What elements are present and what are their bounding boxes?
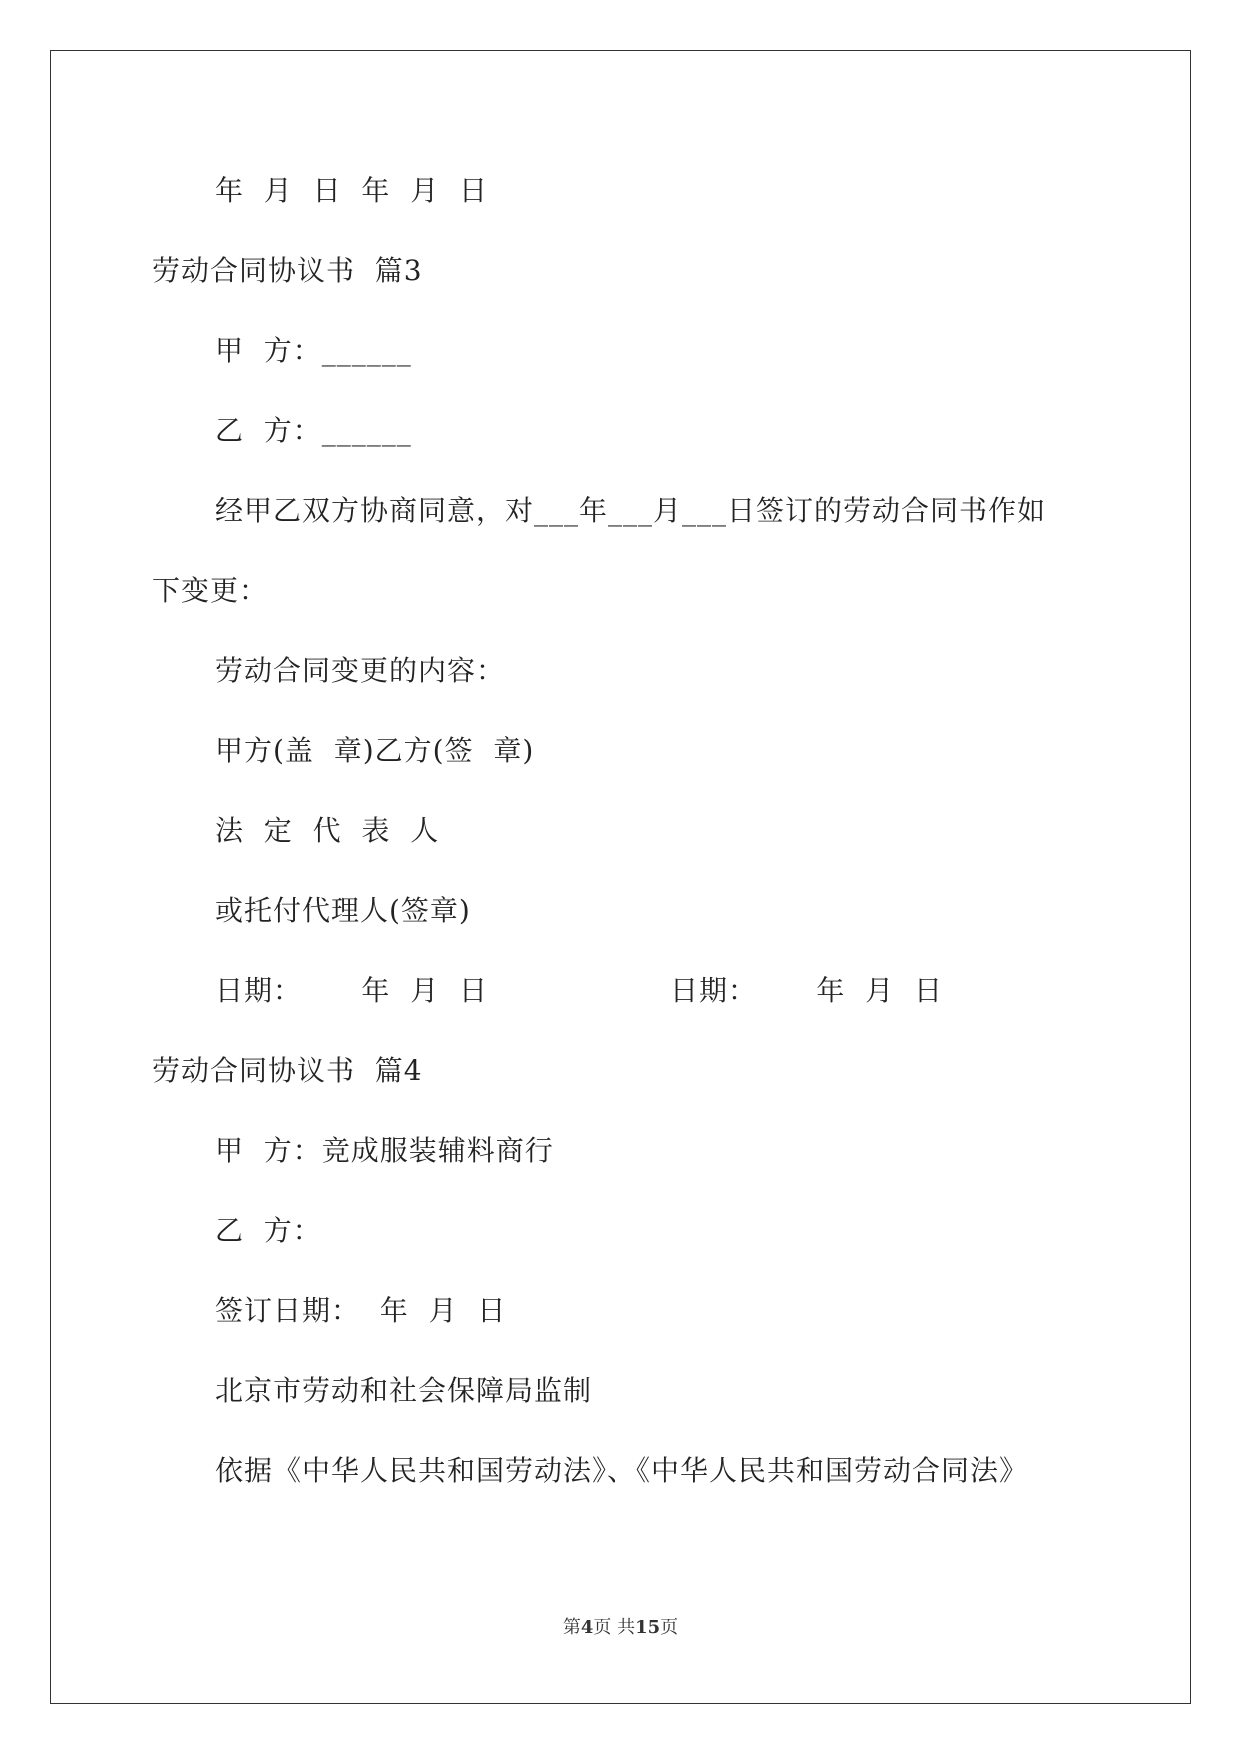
- change-content-label: 劳动合同变更的内容：: [215, 654, 506, 687]
- footer-page-number: 4: [580, 1617, 594, 1638]
- seal-signature-line: 甲方(盖 章)乙方(签 章): [215, 734, 535, 767]
- legal-representative-line: 法 定 代 表 人: [215, 814, 440, 847]
- party-a-name-line: 甲 方：竞成服装辅料商行: [215, 1134, 554, 1167]
- section-heading-3: 劳动合同协议书 篇3: [152, 254, 423, 287]
- footer-mid: 页 共: [593, 1617, 636, 1638]
- date-right: 日期： 年 月 日: [670, 974, 944, 1007]
- date-line-top: 年 月 日 年 月 日: [215, 174, 489, 207]
- party-b-name-line: 乙 方：: [215, 1214, 322, 1247]
- legal-basis-line: 依据《中华人民共和国劳动法》、《中华人民共和国劳动合同法》: [215, 1454, 1029, 1487]
- footer-prefix: 第: [562, 1617, 581, 1638]
- party-a-line: 甲 方：______: [215, 334, 412, 367]
- supervisor-line: 北京市劳动和社会保障局监制: [215, 1374, 593, 1407]
- section-heading-4: 劳动合同协议书 篇4: [152, 1054, 423, 1087]
- footer-total-pages: 15: [635, 1617, 661, 1638]
- footer-suffix: 页: [660, 1617, 679, 1638]
- agreement-paragraph-line1: 经甲乙双方协商同意，对___年___月___日签订的劳动合同书作如: [215, 494, 1047, 527]
- page-footer: [0, 1616, 1241, 1640]
- party-b-line: 乙 方：______: [215, 414, 412, 447]
- agreement-paragraph-line2: 下变更：: [152, 574, 269, 607]
- agent-signature-line: 或托付代理人(签章): [215, 894, 471, 927]
- signing-date-line: 签订日期： 年 月 日: [215, 1294, 507, 1327]
- date-left: 日期： 年 月 日: [215, 974, 489, 1007]
